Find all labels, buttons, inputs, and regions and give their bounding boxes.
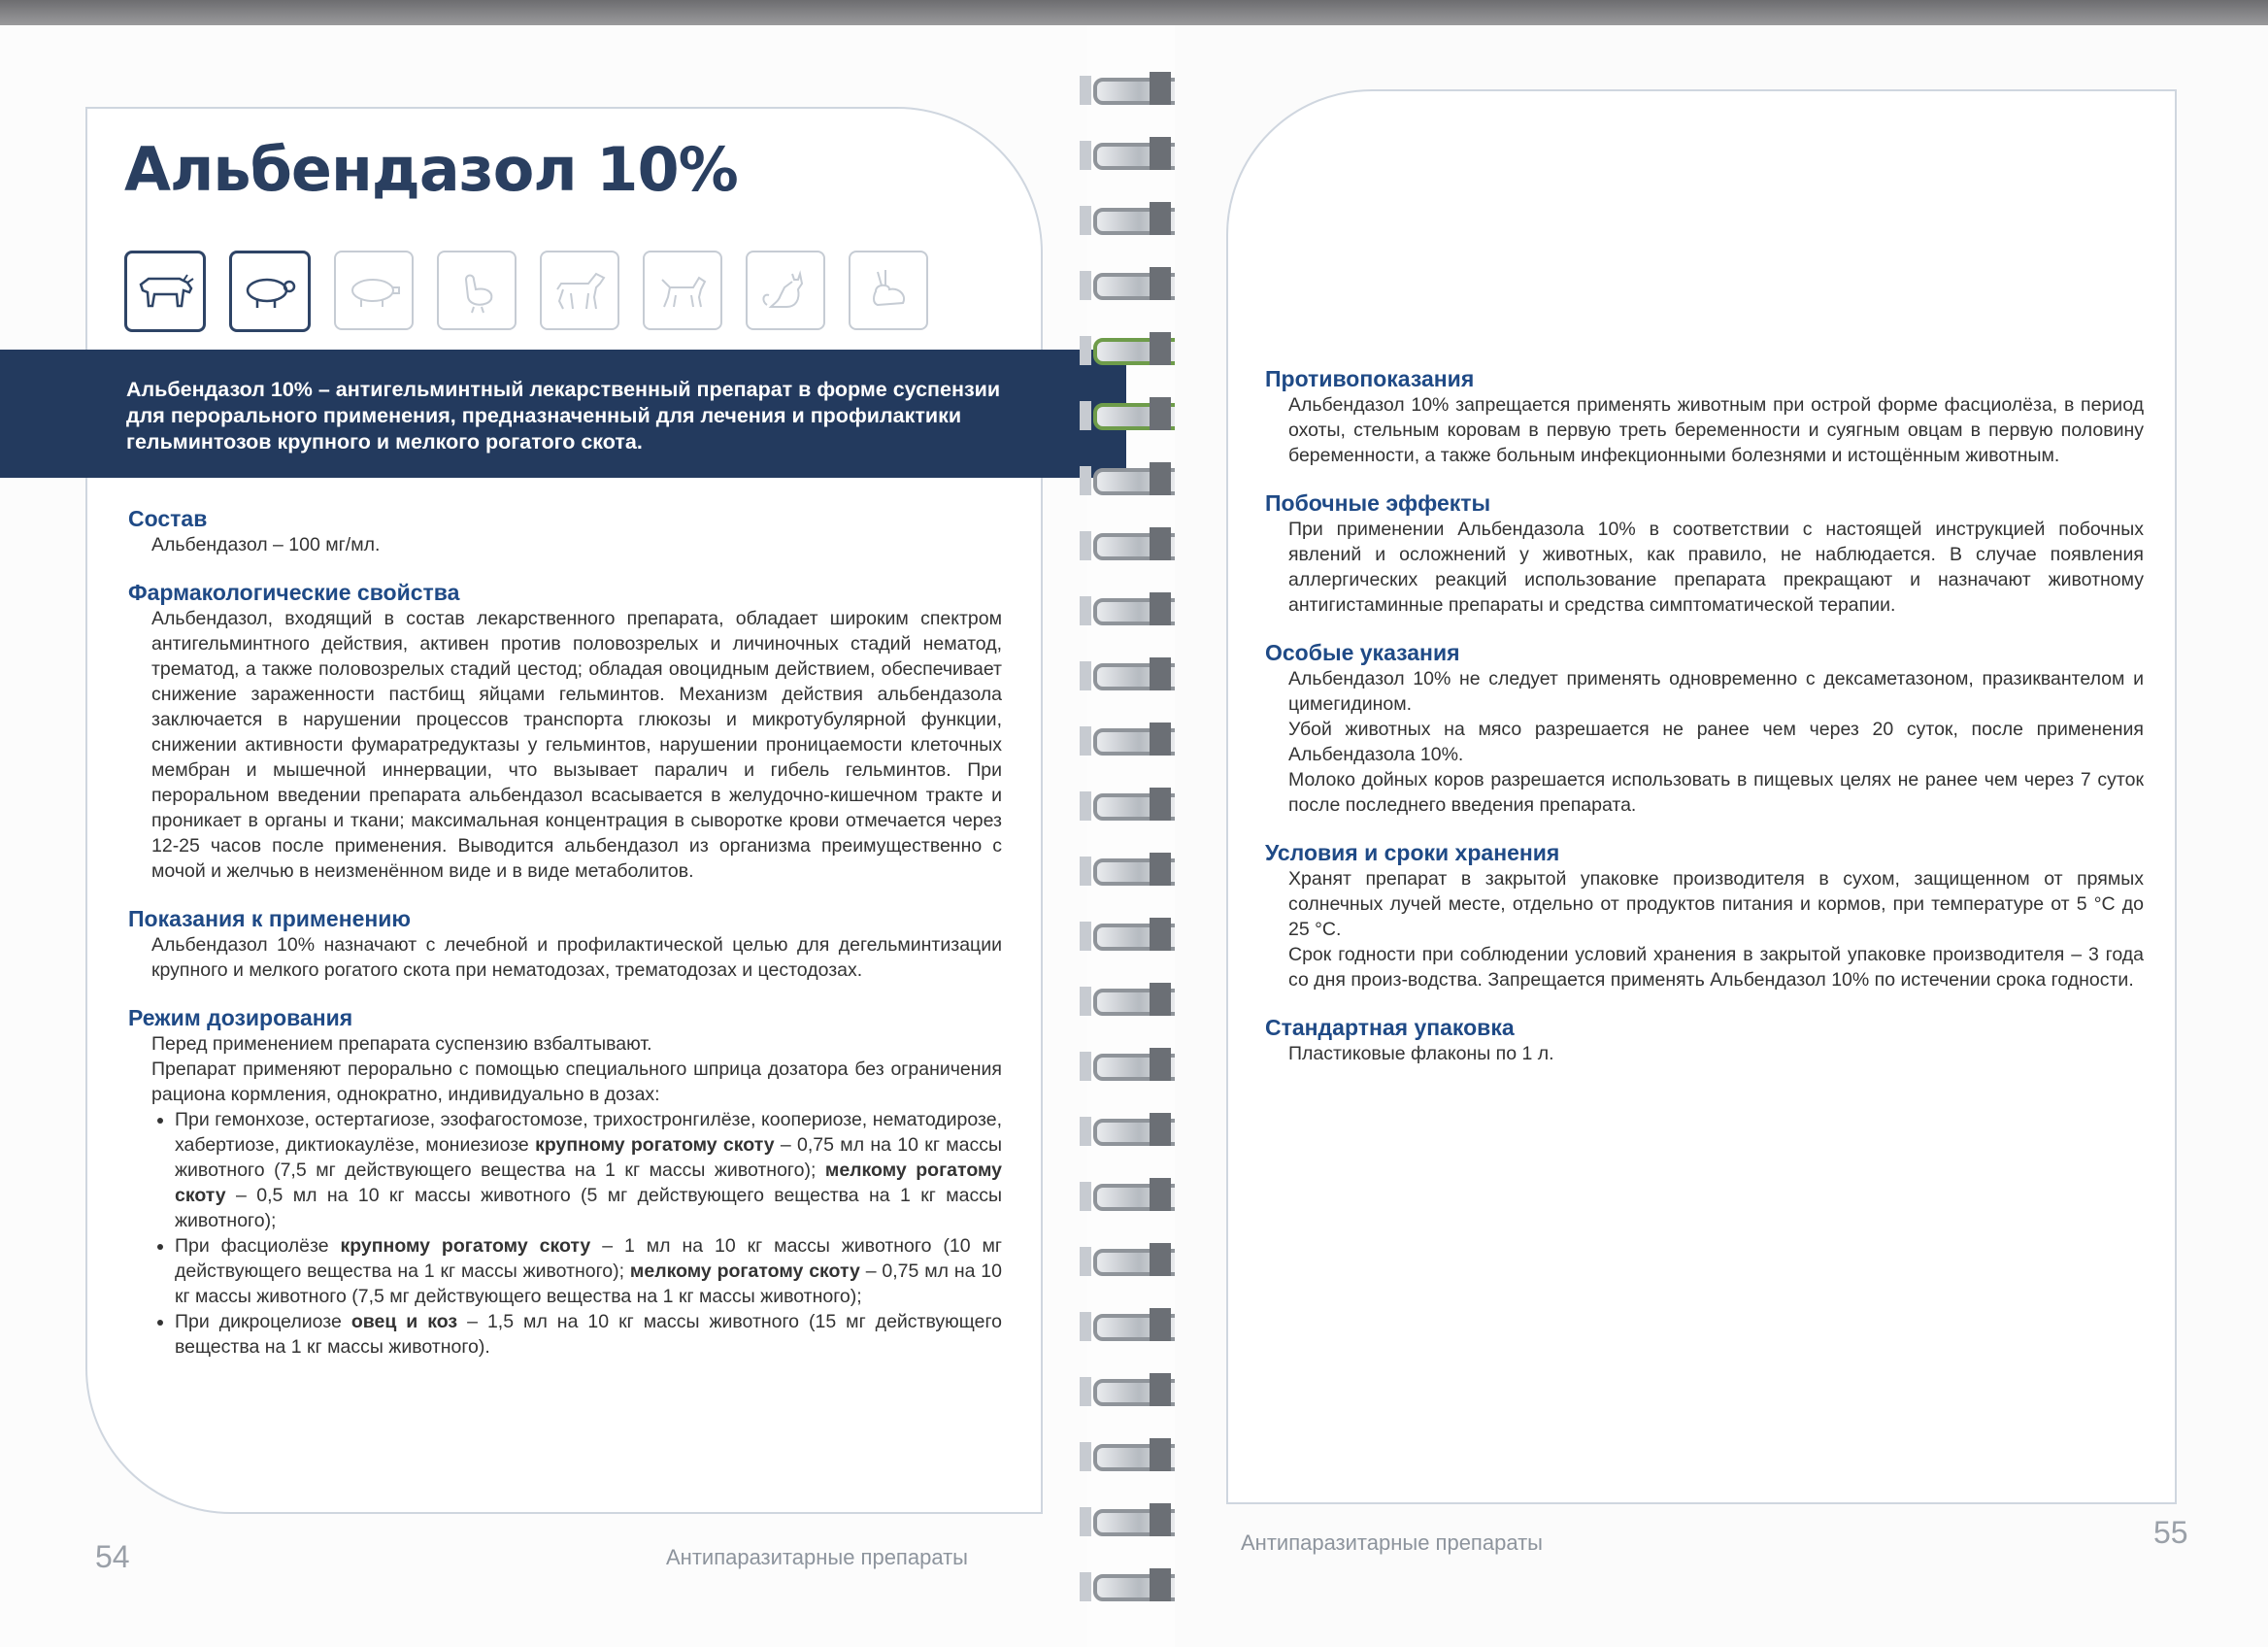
chicken-icon bbox=[437, 251, 517, 330]
species-icons bbox=[124, 251, 928, 332]
binding-ring bbox=[1080, 650, 1186, 715]
right-column bbox=[1265, 365, 2144, 1088]
section-text: Срок годности при соблюдении условий хранения в закрытой упаковке производителя – 3 года со дня произ-водства. Запрещается применять Альбендазол 10% по истечении срока годности. bbox=[1288, 944, 2144, 991]
binding-ring bbox=[1080, 389, 1186, 454]
section-text: Хранят препарат в закрытой упаковке производителя в сухом, защищенном от прямых солнечных лучей месте, отдельно от продуктов питания и кормов, при температуре от 5 °С до 25 °С. bbox=[1288, 868, 2144, 940]
list-item-emphasis: крупному рогатому скоту bbox=[535, 1134, 775, 1156]
list-item-text: При дикроцелиозе bbox=[175, 1311, 351, 1332]
section-pharmacology bbox=[128, 579, 1002, 884]
page-number-right: 55 bbox=[2153, 1515, 2188, 1550]
list-item-emphasis: овец и коз bbox=[350, 1311, 458, 1332]
binding-ring bbox=[1080, 1430, 1186, 1496]
pig-icon bbox=[334, 251, 414, 330]
binding-ring bbox=[1080, 1170, 1186, 1235]
section-dosage bbox=[128, 1004, 1002, 1360]
section-contraindications bbox=[1265, 365, 2144, 468]
list-item bbox=[175, 1309, 1002, 1360]
section-composition bbox=[128, 505, 1002, 557]
binding-ring bbox=[1080, 259, 1186, 324]
scan-top-edge bbox=[0, 0, 2268, 25]
section-heading: Показания к применению bbox=[128, 906, 412, 931]
binding-ring bbox=[1080, 715, 1186, 780]
sheep-icon bbox=[229, 251, 311, 332]
list-item bbox=[175, 1107, 1002, 1233]
section-heading: Фармакологические свойства bbox=[128, 580, 460, 605]
binding-ring bbox=[1080, 1300, 1186, 1365]
section-text: Альбендазол, входящий в состав лекарственного препарата, обладает широким спектром антигельминтного действия, активен против половозрелых и личиночных стадий нематод, трематод, а также половозрелых стадий цестод; обладая овоцидным действием, обеспечивает снижение зараженности пастбищ яйцами гельминтов. Механизм действия альбендазола заключается в нарушении процессов транспорта глюкозы и микротубулярной функции, снижении активности фумаратредуктазы у гельминтов, нарушении проницаемости клеточных мембран и мышечной иннервации, что вызывает паралич и гибель гельминтов. При пероральном введении препарата альбендазол всасывается в желудочно-кишечном тракте и проникает в органы и ткани; максимальная концентрация в сыворотке крови отмечается через 12-25 часов после применения. Выводится альбендазол из организма преимущественно с мочой и желчью в неизменённом виде и в виде метаболитов. bbox=[151, 608, 1002, 882]
section-heading: Особые указания bbox=[1265, 640, 1460, 665]
horse-icon bbox=[540, 251, 619, 330]
section-text: Препарат применяют перорально с помощью специального шприца дозатора без ограничения рациона кормления, однократно, индивидуально в дозах: bbox=[151, 1059, 1002, 1105]
cat-icon bbox=[746, 251, 825, 330]
binding-ring bbox=[1080, 1365, 1186, 1430]
binding-ring bbox=[1080, 129, 1186, 194]
section-heading: Состав bbox=[128, 506, 208, 531]
spiral-binding bbox=[1080, 64, 1186, 1626]
section-text: Альбендазол 10% назначают с лечебной и профилактической целью для дегельминтизации крупного и мелкого рогатого скота при нематодозах, трематодозах и цестодозах. bbox=[151, 934, 1002, 981]
binding-ring bbox=[1080, 975, 1186, 1040]
binding-ring bbox=[1080, 780, 1186, 845]
footer-left: Антипаразитарные препараты bbox=[666, 1545, 968, 1569]
intro-banner-text: Альбендазол 10% – антигельминтный лекарственный препарат в форме суспензии для перорального применения, предназначенный для лечения и профилактики гельминтозов крупного и мелкого рогатого скота. bbox=[126, 378, 1001, 454]
section-side-effects bbox=[1265, 489, 2144, 618]
page-number-left: 54 bbox=[95, 1539, 130, 1574]
list-item bbox=[175, 1233, 1002, 1309]
dog-icon bbox=[643, 251, 722, 330]
binding-ring bbox=[1080, 1105, 1186, 1170]
binding-ring bbox=[1080, 324, 1186, 389]
binding-ring bbox=[1080, 585, 1186, 650]
binding-ring bbox=[1080, 520, 1186, 585]
list-item-text: – 0,75 мл на 10 кг массы животного (7,5 мг действующего вещества на 1 кг массы животного); bbox=[175, 1260, 1002, 1307]
section-indications bbox=[128, 905, 1002, 983]
section-heading: Условия и сроки хранения bbox=[1265, 840, 1560, 865]
binding-ring bbox=[1080, 64, 1186, 129]
list-item-text: При гемонхозе, остертагиозе, эзофагостомозе, трихостронгилёзе, коопериозе, нематодирозе, хабертиозе, диктиокаулёзе, мониезиозе bbox=[175, 1109, 1002, 1156]
section-text: При применении Альбендазола 10% в соответствии с настоящей инструкцией побочных явлений и осложнений у животных, как правило, не наблюдается. В случае появления аллергических реакций использование препарата прекращают и назначают животному антигистаминные препараты и средства симптоматической терапии. bbox=[1288, 519, 2144, 616]
section-text: Убой животных на мясо разрешается не ранее чем через 20 суток, после применения Альбендазола 10%. bbox=[1288, 719, 2144, 765]
section-packaging bbox=[1265, 1014, 2144, 1066]
binding-ring bbox=[1080, 1235, 1186, 1300]
section-text: Перед применением препарата суспензию взбалтывают. bbox=[151, 1033, 652, 1055]
binding-ring bbox=[1080, 454, 1186, 520]
section-text: Альбендазол 10% запрещается применять животным при острой форме фасциолёза, в период охоты, стельным коровам в первую треть беременности и суягным овцам в первую половину беременности, а также больным инфекционными болезнями и истощённым животным. bbox=[1288, 394, 2144, 466]
rabbit-icon bbox=[849, 251, 928, 330]
binding-ring bbox=[1080, 910, 1186, 975]
list-item-text: При фасциолёзе bbox=[175, 1235, 341, 1257]
list-item-emphasis: мелкому рогатому скоту bbox=[175, 1160, 1002, 1206]
list-item-text: – 0,5 мл на 10 кг массы животного (5 мг действующего вещества на 1 кг массы животного); bbox=[175, 1185, 1002, 1231]
dosage-list bbox=[151, 1107, 1002, 1360]
section-heading: Режим дозирования bbox=[128, 1005, 353, 1030]
list-item-text: – 1,5 мл на 10 кг массы животного (15 мг действующего вещества на 1 кг массы животного). bbox=[175, 1311, 1002, 1358]
cow-icon bbox=[124, 251, 206, 332]
page-title: Альбендазол 10% bbox=[124, 134, 738, 205]
section-text: Альбендазол 10% не следует применять одновременно с дексаметазоном, празиквантелом и цимегидином. bbox=[1288, 668, 2144, 715]
binding-ring bbox=[1080, 194, 1186, 259]
section-heading: Стандартная упаковка bbox=[1265, 1015, 1515, 1040]
list-item-emphasis: мелкому рогатому скоту bbox=[629, 1260, 860, 1282]
section-heading: Побочные эффекты bbox=[1265, 490, 1491, 516]
list-item-text: – 1 мл на 10 кг массы животного (10 мг действующего вещества на 1 кг массы животного); bbox=[175, 1235, 1002, 1282]
binding-ring bbox=[1080, 1561, 1186, 1626]
section-text: Молоко дойных коров разрешается использовать в пищевых целях не ранее чем через 7 суток после последнего введения препарата. bbox=[1288, 769, 2144, 816]
list-item-emphasis: крупному рогатому скоту bbox=[340, 1235, 591, 1257]
footer-right: Антипаразитарные препараты bbox=[1241, 1530, 1543, 1555]
section-storage bbox=[1265, 839, 2144, 992]
list-item-text: – 0,75 мл на 10 кг массы животного (7,5 мг действующего вещества на 1 кг массы животного); bbox=[175, 1134, 1002, 1181]
section-heading: Противопоказания bbox=[1265, 366, 1475, 391]
section-text: Пластиковые флаконы по 1 л. bbox=[1288, 1043, 1554, 1064]
left-column bbox=[128, 505, 1002, 1381]
section-special bbox=[1265, 639, 2144, 818]
section-text: Альбендазол – 100 мг/мл. bbox=[151, 534, 381, 555]
binding-ring bbox=[1080, 845, 1186, 910]
binding-ring bbox=[1080, 1040, 1186, 1105]
binding-ring bbox=[1080, 1496, 1186, 1561]
